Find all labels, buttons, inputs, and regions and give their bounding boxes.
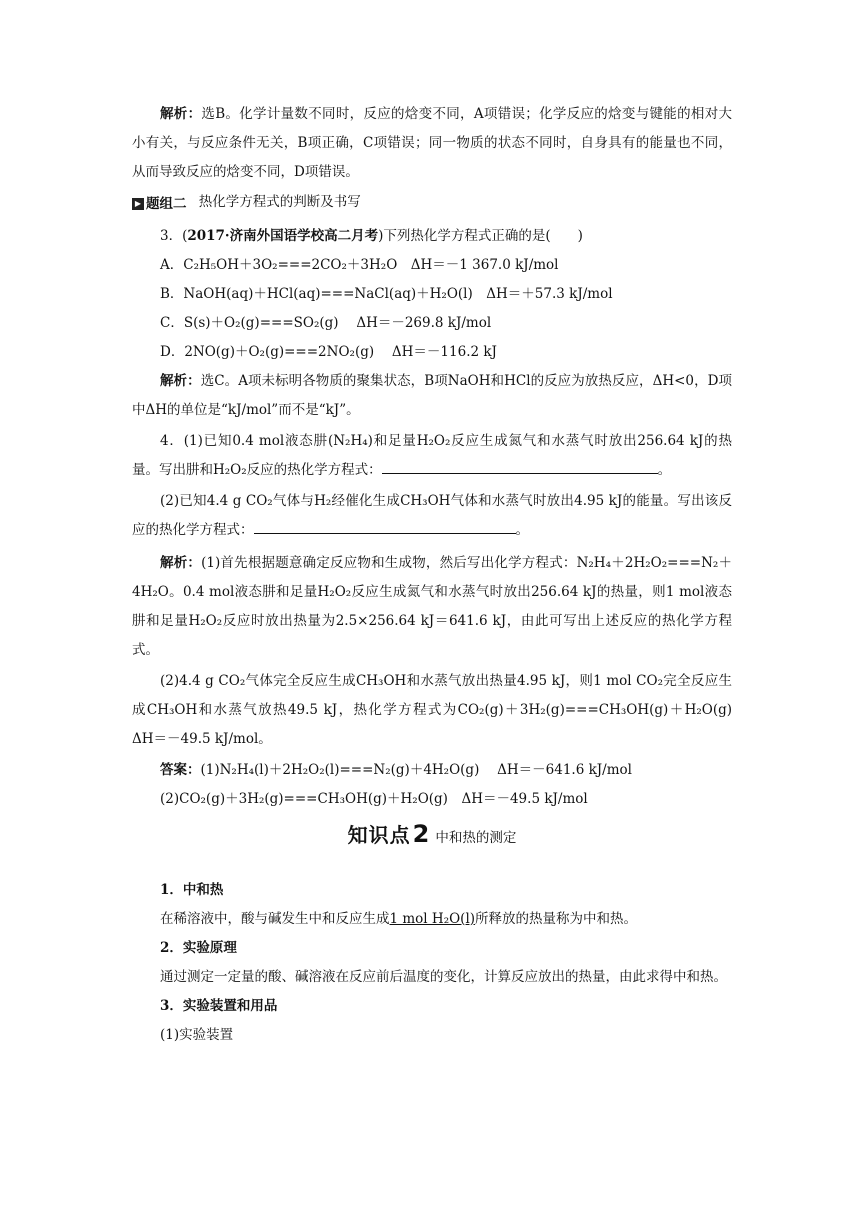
analysis-q3 xyxy=(132,367,732,425)
analysis-text: 选B。化学计量数不同时，反应的焓变不同，A项错误；化学反应的焓变与键能的相对大小有关，与反应条件无关，B项正确，C项错误；同一物质的状态不同时，自身具有的能量也不同，从而导致反应的焓变不同，D项错误。 xyxy=(132,106,733,180)
answer-blank xyxy=(254,519,516,534)
period: 。 xyxy=(657,461,672,478)
option-b: B．NaOH(aq)＋HCl(aq)===NaCl(aq)＋H₂O(l) ΔH＝＋57.3 kJ/mol xyxy=(160,285,613,302)
question-source: 2017·济南外国语学校高二月考 xyxy=(187,227,379,244)
answer-q4-2: (2)CO₂(g)＋3H₂(g)===CH₃OH(g)＋H₂O(g) ΔH＝－49.5 kJ/mol xyxy=(160,790,588,807)
option-d: D．2NO(g)＋O₂(g)===2NO₂(g) ΔH＝－116.2 kJ xyxy=(160,343,497,360)
group-tag-label: 题组二 xyxy=(146,195,187,212)
option-a: A．C₂H₅OH＋3O₂===2CO₂＋3H₂O ΔH＝－1 367.0 kJ/mol xyxy=(160,256,559,273)
group-heading xyxy=(132,188,732,219)
play-triangle-icon: ▶ xyxy=(132,198,144,210)
analysis-q2 xyxy=(132,100,732,187)
section-3-subheading: (1)实验装置 xyxy=(160,1026,234,1043)
analysis-label: 解析： xyxy=(160,554,202,571)
analysis-q4-part1 xyxy=(132,549,732,665)
section-2-heading: 2．实验原理 xyxy=(160,939,237,956)
answer-blank xyxy=(382,459,658,474)
analysis-text: (1)首先根据题意确定反应物和生成物，然后写出化学方程式：N₂H₄＋2H₂O₂===N₂＋4H₂O。0.4 mol液态肼和足量H₂O₂反应生成氮气和水蒸气时放出256.64 kJ的热量，则1 mol液态肼和足量H₂O₂反应时放出热量为2.5×256.64 kJ＝641.6 kJ，由此可写出上述反应的热化学方程式。 xyxy=(132,554,733,658)
section-2-text: 通过测定一定量的酸、碱溶液在反应前后温度的变化，计算反应放出的热量，由此求得中和热。 xyxy=(160,968,727,985)
document-page xyxy=(132,96,746,1050)
q4-part1-prompt: 热量。写出肼和H₂O₂反应的热化学方程式： xyxy=(132,432,732,478)
group-title: 热化学方程式的判断及书写 xyxy=(198,194,361,210)
answer-text: (1)N₂H₄(l)＋2H₂O₂(l)===N₂(g)＋4H₂O(g) ΔH＝－641.6 kJ/mol xyxy=(200,761,632,778)
answer-label: 答案： xyxy=(160,761,201,778)
group-tag xyxy=(132,190,187,219)
analysis-label: 解析： xyxy=(160,106,202,122)
question-number: 3．( xyxy=(160,227,188,244)
analysis-q4-part2: (2)4.4 g CO₂气体完全反应生成CH₃OH和水蒸气放出热量4.95 kJ，则1 mol CO₂完全反应生成CH₃OH和水蒸气放热49.5 kJ，热化学方程式为CO₂(g)＋3H₂(g)===CH₃OH(g)＋H₂O(g) ΔH＝－49.5 kJ/mol。 xyxy=(132,672,746,747)
definition-text: 在稀溶液中，酸与碱发生中和反应生成 xyxy=(160,910,390,927)
question-4-part-1 xyxy=(132,427,732,485)
knowledge-point-title: 知识点 xyxy=(347,822,411,847)
question-4-part-2 xyxy=(132,487,732,545)
option-c: C．S(s)＋O₂(g)===SO₂(g) ΔH＝－269.8 kJ/mol xyxy=(160,314,492,331)
analysis-label: 解析： xyxy=(160,372,201,389)
section-3-heading: 3．实验装置和用品 xyxy=(160,997,278,1014)
section-1-text xyxy=(132,905,732,934)
q4-part1-text: 4．(1)已知0.4 mol液态肼(N₂H₄)和足量H₂O₂反应生成氮气和水蒸气时放出256.64 kJ的 xyxy=(160,432,719,449)
knowledge-point-subtitle: 中和热的测定 xyxy=(435,829,517,846)
question-3-stem xyxy=(132,222,732,251)
analysis-text: 选C。A项未标明各物质的聚集状态，B项NaOH和HCl的反应为放热反应，ΔH<0，D项中ΔH的单位是“kJ/mol”而不是“kJ”。 xyxy=(132,372,733,418)
question-stem: )下列热化学方程式正确的是( ) xyxy=(378,227,583,244)
knowledge-point-heading xyxy=(132,818,732,850)
period: 。 xyxy=(515,521,529,538)
definition-text-end: 所释放的热量称为中和热。 xyxy=(475,910,638,927)
underlined-term: 1 mol H₂O(l) xyxy=(389,910,476,927)
q4-part2-prompt: 出该反应的热化学方程式： xyxy=(132,492,732,538)
knowledge-point-number: 2 xyxy=(412,819,430,848)
answer-q4-1 xyxy=(132,756,732,785)
q4-part2-text: (2)已知4.4 g CO₂气体与H₂经催化生成CH₃OH气体和水蒸气时放出4.95 kJ的能量。写 xyxy=(160,492,692,509)
section-1-heading: 1．中和热 xyxy=(160,881,224,898)
